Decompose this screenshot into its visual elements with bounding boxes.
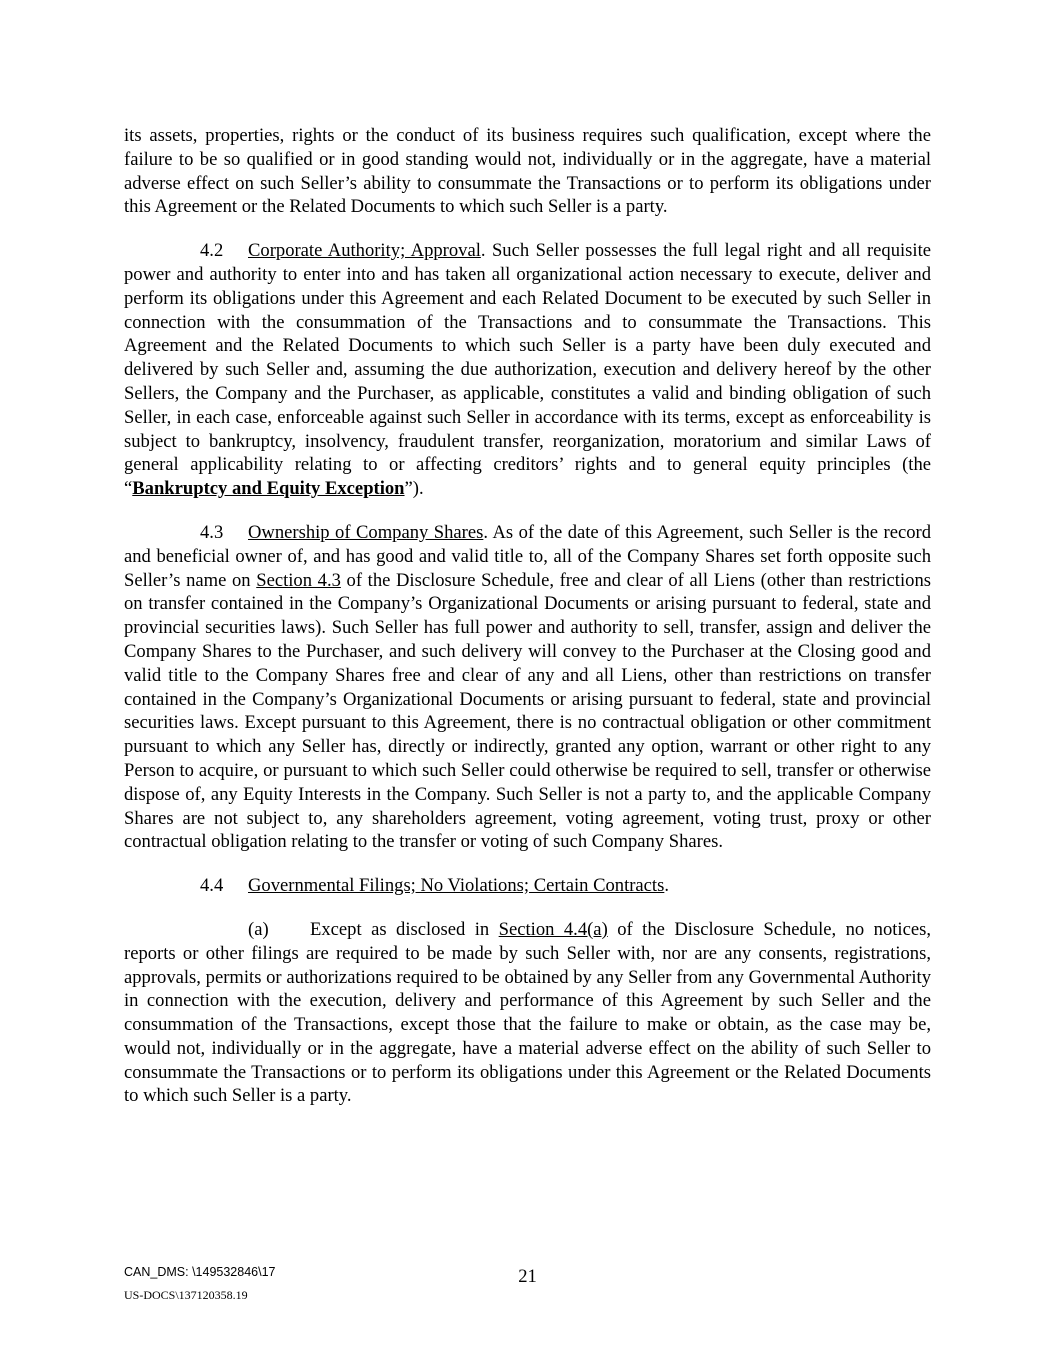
section-title-period: . <box>664 875 669 897</box>
page-number: 21 <box>518 1266 537 1287</box>
section-number: 4.3 <box>200 521 224 543</box>
footer-doc-id-2: US-DOCS\137120358.19 <box>124 1288 248 1302</box>
subsection-4-4-a <box>124 918 931 1108</box>
subsection-label: (a) <box>248 918 269 940</box>
section-text-end: of the Disclosure Schedule, free and clear of all Liens (other than restrictions on transfer contained in the Company’s Organizational Documents or arising pursuant to federal, state and provincial securities laws). Such Seller has full power and authority to sell, transfer, assign and deliver the Company Shares to the Purchaser, and such delivery will convey to the Purchaser at the Closing good and valid title to the Company Shares free and clear of any and all Liens, other than restrictions on transfer contained in the Company’s Organizational Documents or arising pursuant to federal, state and provincial securities laws. Except pursuant to this Agreement, there is no contractual obligation or other commitment pursuant to which any Seller has, directly or indirectly, granted any option, warrant or other right to any Person to acquire, or pursuant to which such Seller could otherwise be required to sell, transfer or otherwise dispose of, any Equity Interests in the Company. Such Seller is not a party to, and the applicable Company Shares are not subject to, any shareholders agreement, voting agreement, voting trust, proxy or other contractual obligation relating to the transfer or voting of such Company Shares. <box>124 569 931 853</box>
section-4-4 <box>124 874 931 898</box>
section-text: . As of the date of this Agreement, such Seller is the record and beneficial owner of, and has good and valid title to, all of the Company Shares set forth opposite such Seller’s name on <box>124 521 932 591</box>
document-body <box>124 124 931 1128</box>
section-reference: Section 4.3 <box>256 569 341 591</box>
subsection-text-end: of the Disclosure Schedule, no notices, reports or other filings are required to be made by such Seller with, nor are any consents, registrations, approvals, permits or authorizations required to be obtained by any Seller from any Governmental Authority in connection with the execution, delivery and performance of this Agreement by such Seller and the consummation of the Transactions, except those that the failure to make or obtain, as the case may be, would not, individually or in the aggregate, have a material adverse effect on the ability of such Seller to consummate the Transactions or to perform its obligations under this Agreement or the Related Documents to which such Seller is a party. <box>124 918 931 1107</box>
section-4-2 <box>124 239 931 501</box>
section-title: Corporate Authority; Approval <box>248 240 481 262</box>
footer-doc-id-1: CAN_DMS: \149532846\17 <box>124 1265 276 1279</box>
section-title: Ownership of Company Shares <box>248 521 484 543</box>
defined-term: Bankruptcy and Equity Exception <box>132 478 405 500</box>
section-text-end: ”). <box>404 478 424 500</box>
paragraph-continuation: its assets, properties, rights or the conduct of its business requires such qualification, except where the failure to be so qualified or in good standing would not, individually or in the aggregate, have a material adverse effect on such Seller’s ability to consummate the Transactions or to perform its obligations under this Agreement or the Related Documents to which such Seller is a party. <box>124 125 931 218</box>
section-text: . Such Seller possesses the full legal right and all requisite power and authority to enter into and has taken all organizational action necessary to execute, deliver and perform its obligations under this Agreement and each Related Document to be executed by such Seller in connection with the consummation of the Transactions and to consummate the Transactions. This Agreement and the Related Documents to which such Seller is a party have been duly executed and delivered by such Seller and, assuming the due authorization, execution and delivery hereof by the other Sellers, the Company and the Purchaser, as applicable, constitutes a valid and binding obligation of such Seller, in each case, enforceable against such Seller in accordance with its terms, except as enforceability is subject to bankruptcy, insolvency, fraudulent transfer, reorganization, moratorium and similar Laws of general applicability relating to or affecting creditors’ rights and to general equity principles (the “ <box>124 240 931 500</box>
section-number: 4.2 <box>200 240 224 262</box>
subsection-text: Except as disclosed in <box>310 918 499 940</box>
section-4-3 <box>124 521 931 854</box>
section-reference: Section 4.4(a) <box>498 918 608 940</box>
section-title: Governmental Filings; No Violations; Certain Contracts <box>248 875 665 897</box>
section-number: 4.4 <box>200 875 224 897</box>
